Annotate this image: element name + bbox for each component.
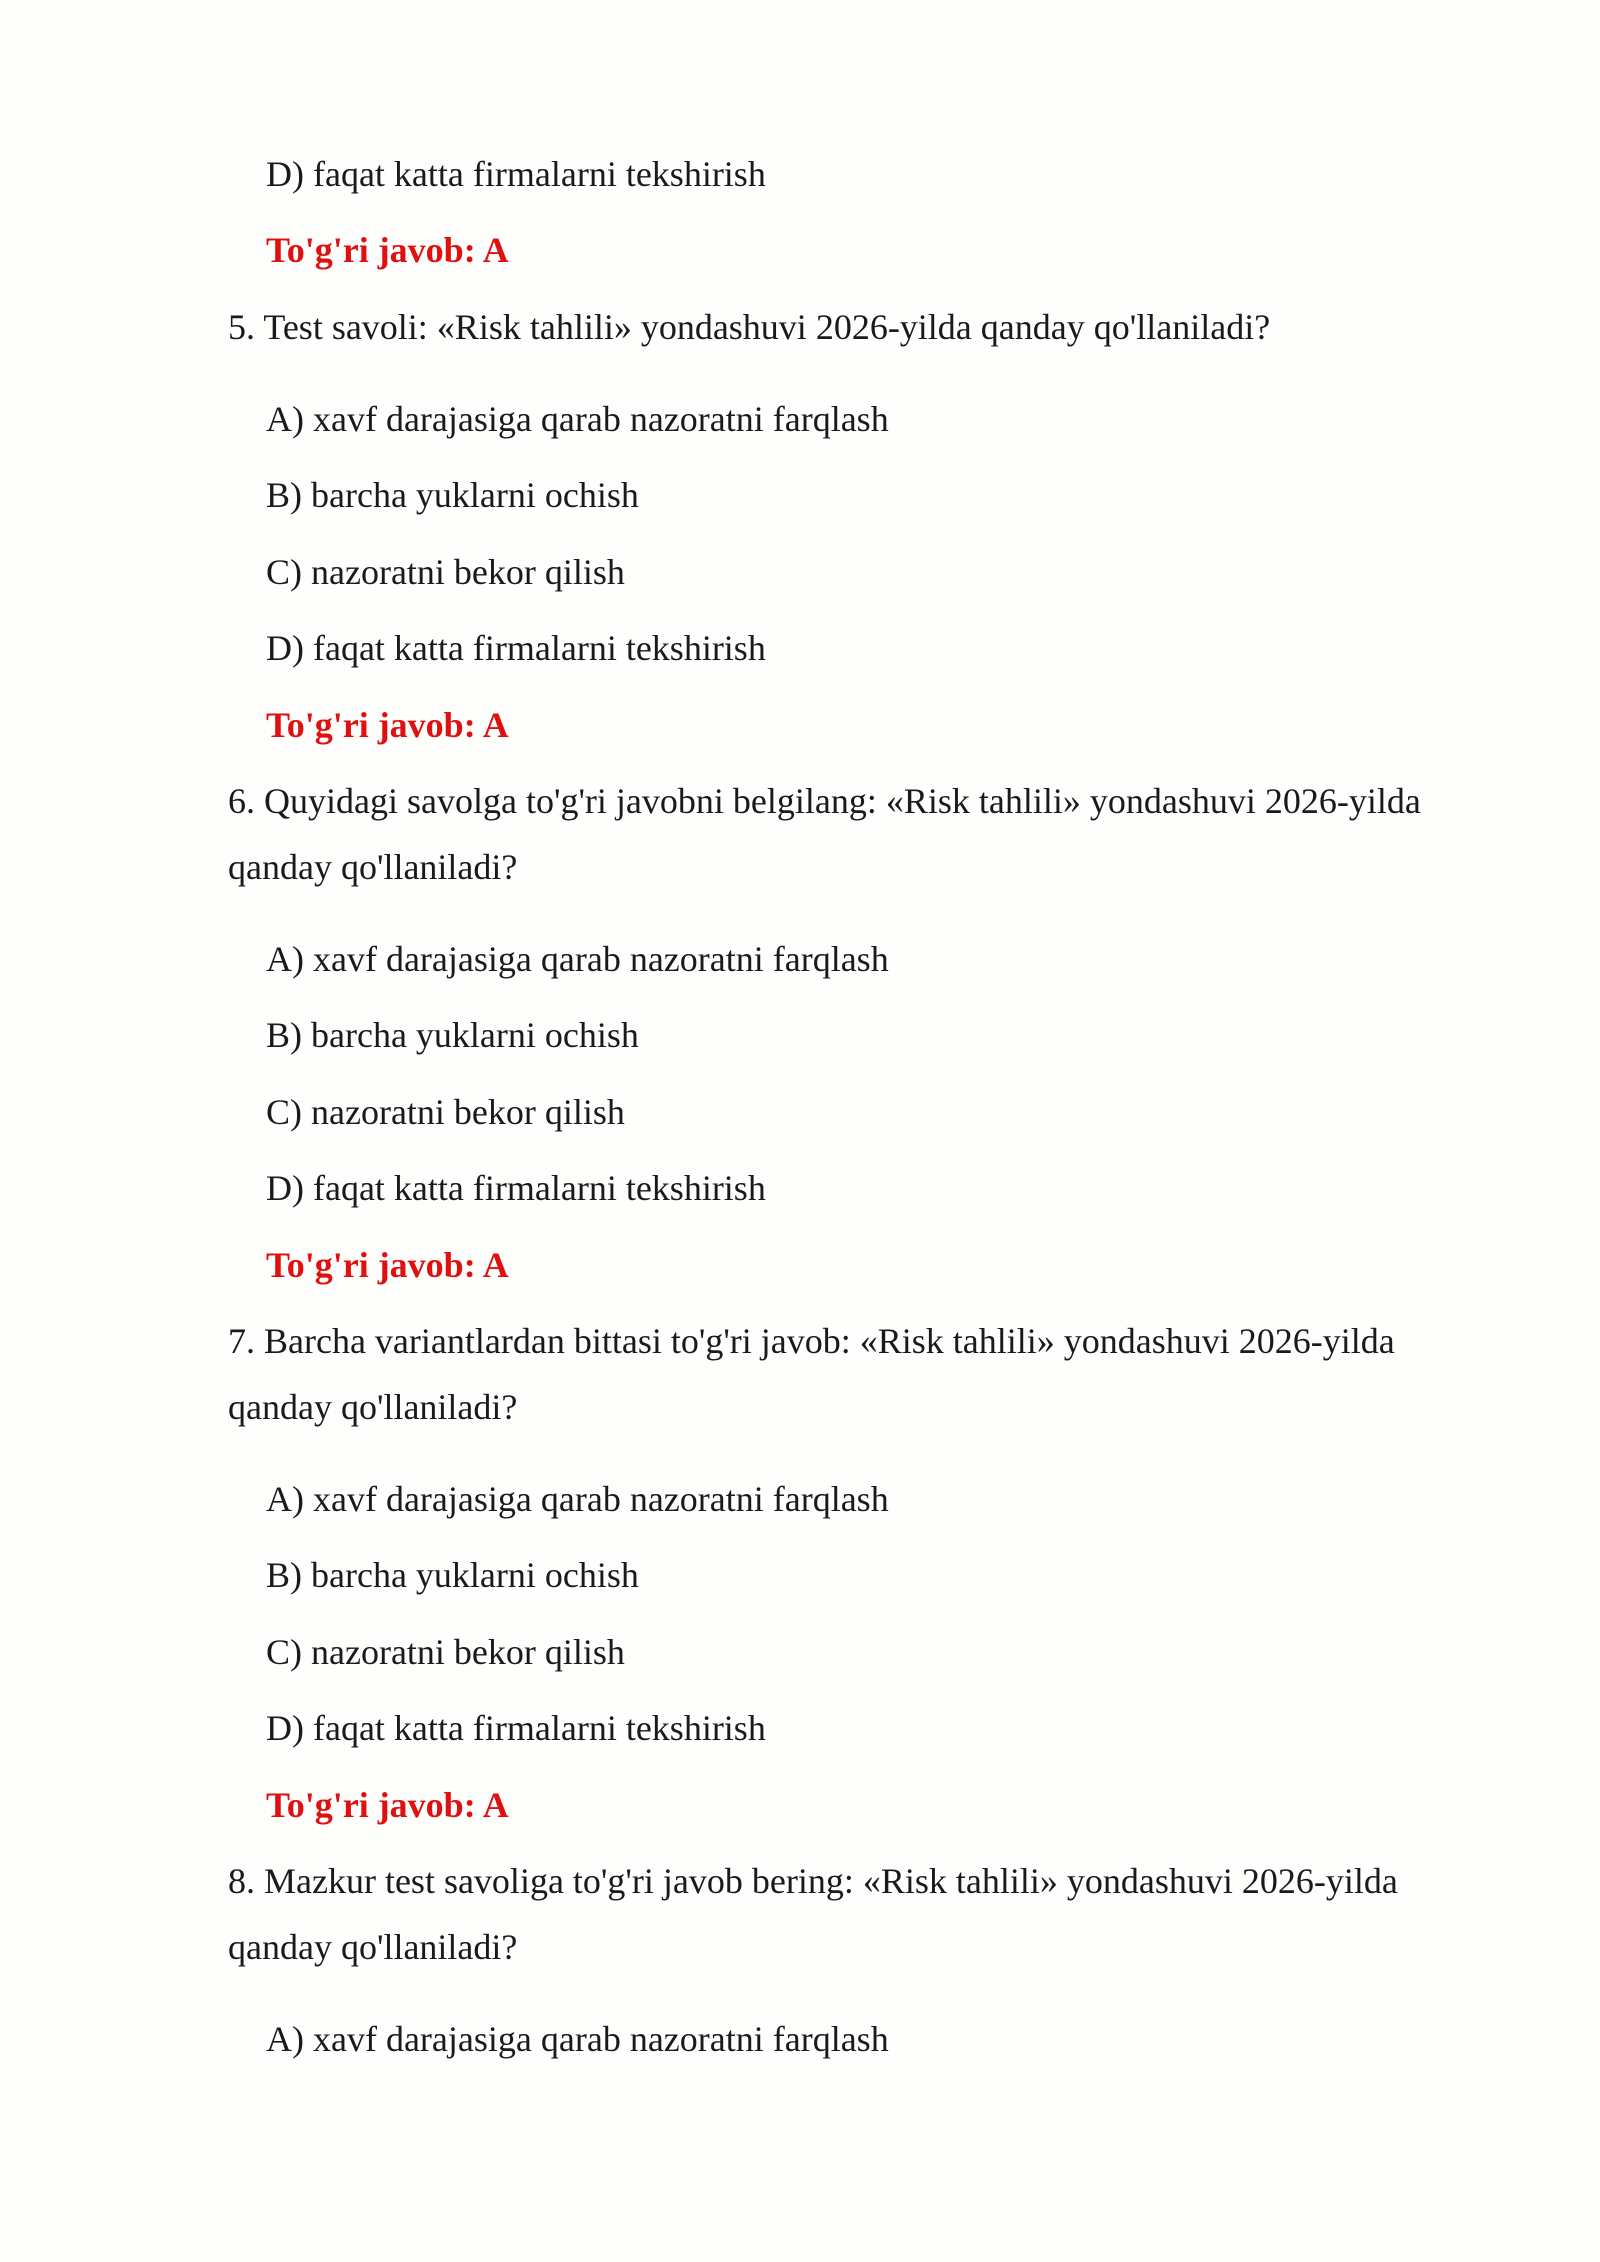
correct-answer: To'g'ri javob: A [266, 1785, 509, 1825]
correct-answer: To'g'ri javob: A [266, 1245, 509, 1285]
option-c: C) nazoratni bekor qilish [266, 1092, 625, 1132]
question-6-line-1: 6. Quyidagi savolga to'g'ri javobni belgilang: «Risk tahlili» yondashuvi 2026-yilda [228, 781, 1421, 821]
option-d: D) faqat katta firmalarni tekshirish [266, 154, 766, 194]
option-d: D) faqat katta firmalarni tekshirish [266, 1708, 766, 1748]
question-5: 5. Test savoli: «Risk tahlili» yondashuvi 2026-yilda qanday qo'llaniladi? [228, 307, 1271, 347]
option-d: D) faqat katta firmalarni tekshirish [266, 628, 766, 668]
correct-answer: To'g'ri javob: A [266, 230, 509, 270]
option-a: A) xavf darajasiga qarab nazoratni farqlash [266, 2019, 889, 2059]
question-6-line-2: qanday qo'llaniladi? [228, 847, 518, 887]
option-c: C) nazoratni bekor qilish [266, 1632, 625, 1672]
option-b: B) barcha yuklarni ochish [266, 475, 639, 515]
option-b: B) barcha yuklarni ochish [266, 1555, 639, 1595]
question-7-line-1: 7. Barcha variantlardan bittasi to'g'ri javob: «Risk tahlili» yondashuvi 2026-yilda [228, 1321, 1395, 1361]
option-c: C) nazoratni bekor qilish [266, 552, 625, 592]
question-8-line-2: qanday qo'llaniladi? [228, 1927, 518, 1967]
option-a: A) xavf darajasiga qarab nazoratni farqlash [266, 1479, 889, 1519]
option-d: D) faqat katta firmalarni tekshirish [266, 1168, 766, 1208]
correct-answer: To'g'ri javob: A [266, 705, 509, 745]
option-a: A) xavf darajasiga qarab nazoratni farqlash [266, 939, 889, 979]
question-7-line-2: qanday qo'llaniladi? [228, 1387, 518, 1427]
option-b: B) barcha yuklarni ochish [266, 1015, 639, 1055]
option-a: A) xavf darajasiga qarab nazoratni farqlash [266, 399, 889, 439]
question-8-line-1: 8. Mazkur test savoliga to'g'ri javob bering: «Risk tahlili» yondashuvi 2026-yilda [228, 1861, 1398, 1901]
